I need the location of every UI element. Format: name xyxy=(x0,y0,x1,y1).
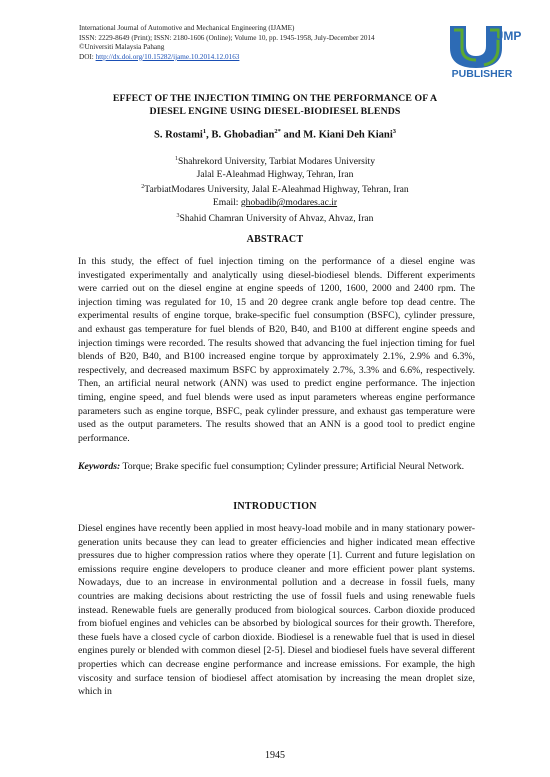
author-list xyxy=(60,128,490,141)
author-3: M. Kiani Deh Kiani xyxy=(303,129,393,141)
author-sep-1: , xyxy=(206,129,212,141)
affiliations xyxy=(60,153,490,226)
email-label: Email: xyxy=(212,197,241,209)
issn-line: ISSN: 2229-8649 (Print); ISSN: 2180-1606 (Online); Volume 10, pp. 1945-1958, July-December 2014 xyxy=(79,33,375,42)
doi-link[interactable]: http://dx.doi.org/10.15282/ijame.10.2014.12.0163 xyxy=(95,52,240,61)
author-3-affil: 3 xyxy=(392,128,397,135)
copyright-line: ©Universiti Malaysia Pahang xyxy=(79,43,165,52)
affiliation-1-address: Jalal E-Aleahmad Highway, Tehran, Iran xyxy=(196,168,354,180)
affiliation-2 xyxy=(60,181,490,197)
title-line-1: EFFECT OF THE INJECTION TIMING ON THE PERFORMANCE OF A xyxy=(112,93,438,104)
author-sep-2: and xyxy=(280,129,304,141)
doi-label: DOI: xyxy=(79,52,96,61)
journal-name: International Journal of Automotive and Mechanical Engineering (IJAME) xyxy=(79,24,295,32)
affil-1-text: Shahrekord University, Tarbiat Modares University xyxy=(177,156,376,168)
affiliation-3 xyxy=(60,210,490,226)
page-number: 1945 xyxy=(265,750,285,761)
paper-title xyxy=(60,93,490,118)
logo-text-ump: UMP xyxy=(494,29,522,43)
keywords-text: Torque; Brake specific fuel consumption; Cylinder pressure; Artificial Neural Network. xyxy=(120,461,465,472)
affil-3-text: Shahid Chamran University of Ahvaz, Ahvaz, Iran xyxy=(179,212,374,224)
journal-header xyxy=(79,24,439,62)
affiliation-1 xyxy=(60,153,490,169)
affil-2-text: TarbiatModares University, Jalal E-Aleahmad Highway, Tehran, Iran xyxy=(144,184,409,196)
affil-2-mark: 2 xyxy=(141,184,145,191)
affil-1-mark: 1 xyxy=(174,156,178,162)
introduction-text: Diesel engines have recently been applied in most heavy-load mobile and in many stationary power-generation units because they can lead to greater efficiencies and higher indicated mean effective pressures due to higher compression ratios where they operate [1]. Current and future legislation on emissions require engine developers to produce cleaner and more efficient power plant systems. Nowadays, due to an increase in environmental pollution and a decrease in fossil fuels, many countries are making decisions about restricting the use of fossil fuels and using renewable fuels instead. Renewable fuels are generally produced from biological sources. Carbon dioxide produced from biofuel engines and vehicles can be absorbed by biological sources for their growth. Therefore, these fuels have a closed cycle of carbon dioxide. Biodiesel is a renewable fuel that is used in diesel engines purely or blended with common diesel [2-5]. Diesel and biodiesel fuels have several different properties which can decrease engine performance and increase emissions. For example, the high viscosity and surface tension of biodiesel affect atomisation by increasing the mean droplet size, which in xyxy=(78,523,475,698)
affil-3-mark: 3 xyxy=(176,212,180,219)
author-2: B. Ghobadian xyxy=(211,129,275,141)
author-2-affil: 2* xyxy=(274,128,281,135)
abstract-text: In this study, the effect of fuel injection timing on the performance of a diesel engine was investigated experimentally and analytically using diesel-biodiesel blends. Different experiments were carried out on the diesel engine at engine speeds of 1200, 1600, 2000 and 2400 rpm. The injection timing was regulated for 10, 15 and 20 degree crank angle before top dead centre. The experimental results of engine torque, brake-specific fuel consumption (BSFC), cylinder pressure, and exhaust gas temperature for fuel blends of B20, B40, and B100 at different engine speeds and injection timings were recorded. The results showed that advancing the fuel injection timing for fuel blends of B20, B40, and B100 increased engine torque by approximately 2.1%, 2.9% and 6.3%, respectively, and decreased maximum BSFC by approximately 2.7%, 3.3% and 6.6%, respectively. Then, an artificial neural network (ANN) was used to predict engine performance. The injection timing, engine speed, and fuel blends were used as input parameters whereas engine performance parameters such as engine torque, BSFC, peak cylinder pressure, and exhaust gas temperature were used as the output parameters. The results showed that an ANN is a good tool to predict engine performance. xyxy=(78,256,475,444)
doi-line xyxy=(79,53,439,63)
author-1-affil: 1 xyxy=(202,128,207,135)
keywords xyxy=(78,460,475,474)
abstract-heading: ABSTRACT xyxy=(246,234,304,245)
keywords-label: Keywords: xyxy=(78,461,121,472)
introduction-heading: INTRODUCTION xyxy=(233,501,317,512)
ump-publisher-logo xyxy=(446,24,522,80)
logo-graphic xyxy=(446,24,522,80)
email-line xyxy=(60,197,490,210)
email-link[interactable]: ghobadib@modares.ac.ir xyxy=(240,197,338,209)
logo-text-publisher: PUBLISHER xyxy=(451,68,513,80)
author-1: S. Rostami xyxy=(153,129,203,141)
title-line-2: DIESEL ENGINE USING DIESEL-BIODIESEL BLENDS xyxy=(149,105,401,117)
